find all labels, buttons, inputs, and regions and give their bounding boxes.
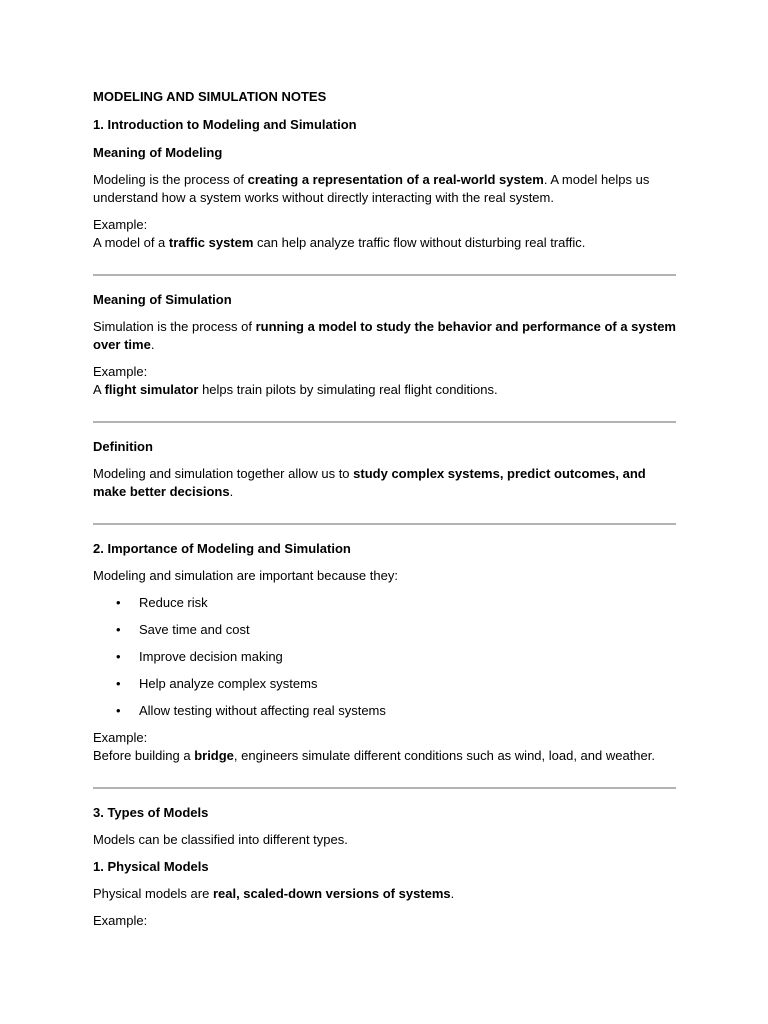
importance-example-text-a: Before building a [93, 748, 195, 763]
physical-models-heading: 1. Physical Models [93, 859, 209, 874]
simulation-example-bold: flight simulator [104, 382, 199, 397]
bullet-icon: • [116, 649, 121, 664]
bullet-icon: • [116, 622, 121, 637]
modeling-example-bold: traffic system [168, 235, 254, 250]
divider-3 [93, 523, 676, 525]
meaning-of-simulation-heading: Meaning of Simulation [93, 292, 232, 307]
divider-2 [93, 421, 676, 423]
importance-intro: Modeling and simulation are important because they: [93, 568, 398, 583]
importance-list [93, 594, 676, 720]
section-3-heading: 3. Types of Models [93, 805, 209, 820]
importance-example [93, 747, 676, 765]
physical-paragraph-text-c: . [450, 886, 455, 901]
definition-heading: Definition [93, 439, 153, 454]
list-item [93, 702, 676, 720]
definition-paragraph-bold: study complex systems, predict outcomes, and make better decisions [93, 466, 646, 499]
simulation-example-label: Example: [93, 364, 148, 379]
section-2-heading: 2. Importance of Modeling and Simulation [93, 541, 351, 556]
definition-paragraph-text-a: Modeling and simulation together allow us to [93, 466, 354, 481]
simulation-example-text-c: helps train pilots by simulating real flight conditions. [198, 382, 498, 397]
modeling-paragraph-text-a: Modeling is the process of [93, 172, 248, 187]
modeling-example [93, 234, 676, 252]
bullet-icon: • [116, 595, 121, 610]
modeling-example-text-a: A model of a [93, 235, 169, 250]
importance-example-label: Example: [93, 730, 148, 745]
document-page [93, 88, 676, 930]
modeling-paragraph-text-c: . A model helps us understand how a system works without directly interacting with the real system. [93, 172, 650, 205]
physical-paragraph-text-a: Physical models are [93, 886, 213, 901]
bullet-icon: • [116, 703, 121, 718]
modeling-paragraph-bold: creating a representation of a real-world system [247, 172, 544, 187]
physical-models-paragraph [93, 885, 676, 903]
meaning-of-modeling-heading: Meaning of Modeling [93, 145, 223, 160]
list-item-text: Reduce risk [139, 595, 208, 610]
importance-example-text-c: , engineers simulate different conditions such as wind, load, and weather. [233, 748, 655, 763]
simulation-paragraph-bold: running a model to study the behavior and performance of a system over time [93, 319, 676, 352]
simulation-example [93, 381, 676, 399]
list-item [93, 594, 676, 612]
bullet-icon: • [116, 676, 121, 691]
divider-1 [93, 274, 676, 276]
simulation-paragraph-text-c: . [150, 337, 155, 352]
list-item-text: Help analyze complex systems [139, 676, 318, 691]
list-item-text: Save time and cost [139, 622, 250, 637]
definition-paragraph-text-c: . [229, 484, 234, 499]
physical-paragraph-bold: real, scaled-down versions of systems [212, 886, 451, 901]
simulation-paragraph-text-a: Simulation is the process of [93, 319, 256, 334]
list-item [93, 648, 676, 666]
modeling-paragraph [93, 171, 676, 207]
physical-example-label: Example: [93, 913, 148, 928]
definition-paragraph [93, 465, 676, 501]
types-intro: Models can be classified into different types. [93, 832, 348, 847]
importance-example-bold: bridge [194, 748, 234, 763]
list-item-text: Allow testing without affecting real systems [139, 703, 386, 718]
list-item-text: Improve decision making [139, 649, 283, 664]
simulation-example-text-a: A [93, 382, 105, 397]
document-title: MODELING AND SIMULATION NOTES [93, 89, 327, 104]
simulation-paragraph [93, 318, 676, 354]
divider-4 [93, 787, 676, 789]
modeling-example-text-c: can help analyze traffic flow without disturbing real traffic. [253, 235, 586, 250]
section-1-heading: 1. Introduction to Modeling and Simulation [93, 117, 357, 132]
modeling-example-label: Example: [93, 217, 148, 232]
list-item [93, 675, 676, 693]
list-item [93, 621, 676, 639]
